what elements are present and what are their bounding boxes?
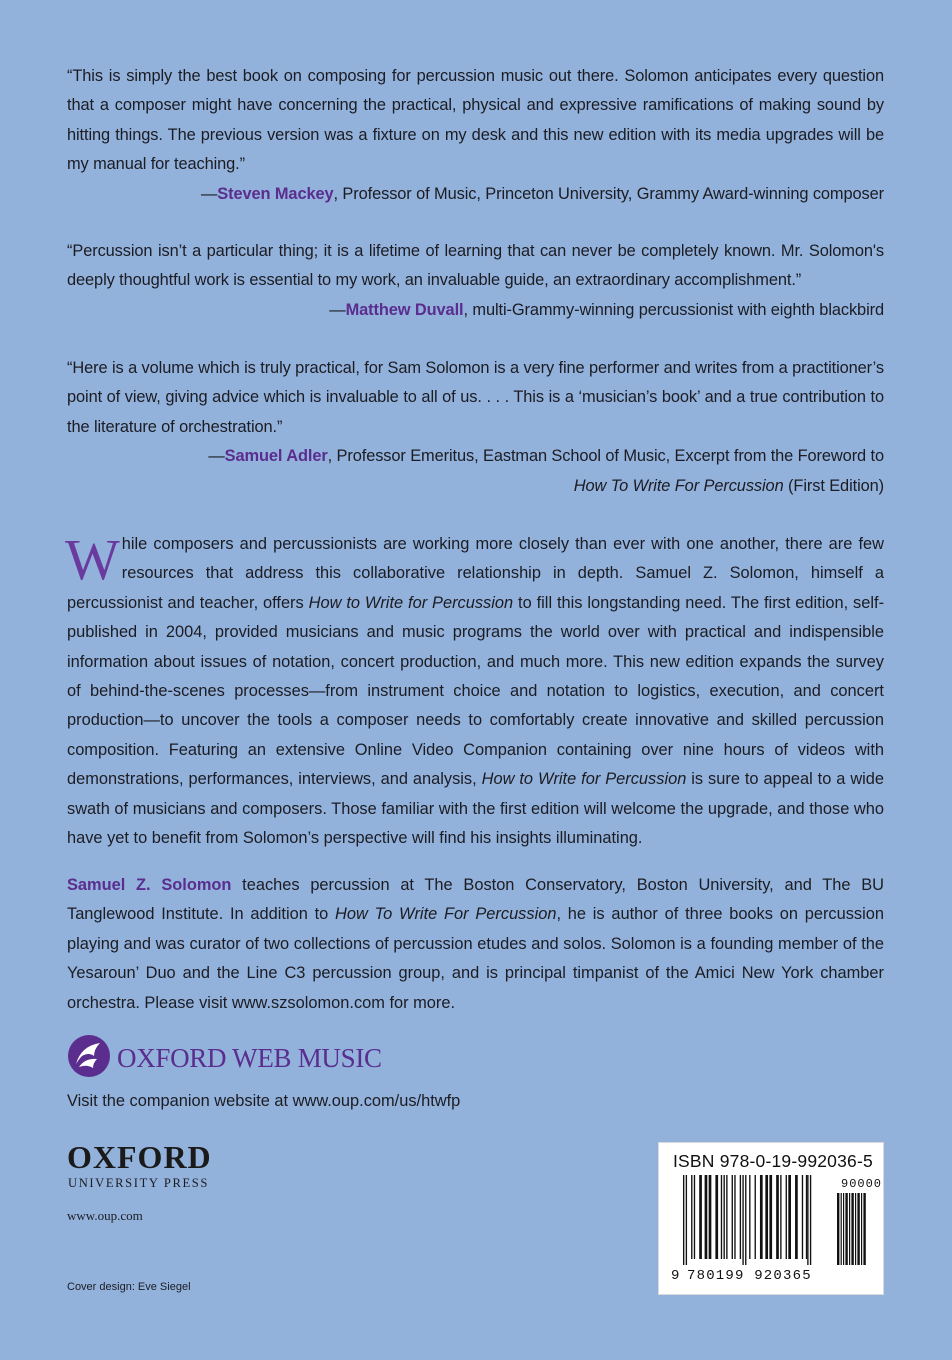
barcode-bar [795,1175,798,1259]
oxford-web-music-text: OXFORD WEB MUSIC [117,1042,382,1073]
addon-bar [861,1193,862,1265]
barcode-bar [740,1175,741,1259]
quote-text: “Percussion isn’t a particular thing; it is a lifetime of learning that can never be completely known. Mr. Solomon's deeply thoughtful work is essential to my work, an invaluable guide, an extraordinary accomplishment.” [67,242,884,290]
addon-bar [845,1193,847,1265]
reviewer-title: , multi-Grammy-winning percussionist with eighth blackbird [463,300,884,319]
reviewer-name: Matthew Duvall [345,300,464,319]
author-name: Samuel Z. Solomon [67,876,232,894]
barcode-bar [810,1175,811,1265]
quote-text: “This is simply the best book on composing for percussion music out there. Solomon anticipates every question that a composer might have concerning the practical, physical and expressive ramifications of making sound by hitting things. The previous version was a fixture on my desk and this new edition with its media upgrades will be my manual for teaching.” [67,67,884,174]
barcode-bar [694,1175,695,1259]
description-text-3: is sure to appeal to a wide swath of musicians and composers. Those familiar with the first edition will welcome the upgrade, and those who have yet to benefit from Solomon’s perspective will find his insights illuminating. [67,770,885,848]
barcode-bar [765,1175,768,1259]
review-quote-3 [67,354,884,501]
publisher-press: UNIVERSITY PRESS [68,1176,209,1190]
barcode-bar [749,1175,750,1259]
barcode-bar [760,1175,763,1259]
barcode-bar [806,1175,807,1259]
review-quote-2 [67,237,884,325]
barcode-bar [802,1175,803,1259]
quote-attribution [67,442,884,501]
barcode-bar [755,1175,756,1259]
barcode-bar [705,1175,708,1259]
attribution-dash: — [200,184,218,203]
quote-text: “Here is a volume which is truly practical, for Sam Solomon is a very fine performer and writes from a practitioner’s point of view, giving advice which is invaluable to all of us. . . . This is a ‘musician’s book’ and a true contribution to the literature of orchestration.” [67,359,884,436]
barcode-bar [726,1175,727,1259]
barcode-bar [786,1175,787,1259]
barcode-bar [699,1175,702,1259]
barcode-bar [724,1175,725,1259]
barcode-bar [742,1175,743,1265]
barcode-bar [683,1175,684,1265]
barcode-bar [745,1175,746,1265]
book-description [65,527,885,853]
oxford-web-music-icon [67,1034,111,1083]
barcode-bar [721,1175,722,1259]
description-book-title-1: How to Write for Percussion [308,593,514,612]
addon-bar [837,1193,839,1265]
cover-design-credit: Cover design: Eve Siegel [67,1281,191,1293]
addon-bar [841,1193,842,1265]
quote-attribution [67,296,884,325]
bio-text-1: teaches percussion at The Boston Conservatory, Boston University, and The BU Tanglewood Institute. In addition to [67,876,884,924]
barcode-bar [691,1175,692,1259]
barcode-bar [732,1175,733,1259]
barcode-bar [788,1175,791,1259]
isbn-barcode-box [658,1142,884,1295]
oxford-web-music-logo [67,1036,382,1080]
book-title: How To Write For Percussion [573,476,784,495]
drop-cap: W [65,527,120,592]
reviewer-name: Steven Mackey [217,184,334,203]
edition-note: (First Edition) [783,476,884,495]
addon-bar [851,1193,853,1265]
attribution-dash: — [329,300,346,319]
barcode-bar [709,1175,712,1259]
barcode-bar [780,1175,781,1259]
barcode-bar [776,1175,779,1259]
reviewer-name: Samuel Adler [224,447,328,466]
author-bio [67,871,884,1018]
bio-text-2: , he is author of three books on percussion playing and was curator of two collections of percussion etudes and solos. Solomon is a founding member of the Yesaroun’ Duo and the Line C3 percussion group, and is principal timpanist of the Amici New York chamber orchestra. Please visit www.szsolomon.com for more. [67,905,884,1012]
description-book-title-2: How to Write for Percussion [481,770,687,789]
companion-website-text: Visit the companion website at www.oup.com/us/htwfp [67,1092,461,1110]
bio-book-title: How To Write For Percussion [335,905,557,924]
barcode-digits: 780199 920365 [687,1268,812,1284]
addon-bar [857,1193,859,1265]
publisher-name: OXFORD [67,1139,212,1175]
barcode-bar [807,1175,808,1265]
isbn-label: ISBN 978-0-19-992036-5 [673,1151,873,1171]
addon-bar [855,1193,856,1265]
description-text-2: to fill this longstanding need. The first edition, self-published in 2004, provided musicians and music programs the world over with practical and indispensible information about issues of notation, concert production, and much more. This new edition expands the survey of behind-the-scenes processes—from instrument choice and notation to logistics, execution, and concert production—to uncover the tools a composer needs to comfortably create innovative and skilled percussion composition. Featuring an extensive Online Video Companion containing over nine hours of videos with demonstrations, performances, interviews, and analysis, [67,593,885,789]
quote-attribution [67,180,884,209]
barcode-first-digit: 9 [671,1268,680,1284]
attribution-dash: — [208,447,225,466]
barcode-bar [734,1175,735,1259]
publisher-url: www.oup.com [67,1208,143,1223]
barcode-bar [769,1175,772,1259]
price-code: 90000 [841,1177,883,1191]
addon-bar [843,1193,844,1265]
review-quote-1 [67,62,884,209]
barcode-bar [686,1175,687,1265]
barcode-bar [715,1175,718,1259]
addon-bar [849,1193,850,1265]
reviewer-title: , Professor Emeritus, Eastman School of Music, Excerpt from the Foreword to [327,447,884,466]
addon-bar [863,1193,865,1265]
reviewer-title: , Professor of Music, Princeton University, Grammy Award-winning composer [333,184,884,203]
description-text-1: hile composers and percussionists are working more closely than ever with one another, there are few resources that address this collaborative relationship in depth. Samuel Z. Solomon, himself a percussionist and teacher, offers [67,535,884,612]
